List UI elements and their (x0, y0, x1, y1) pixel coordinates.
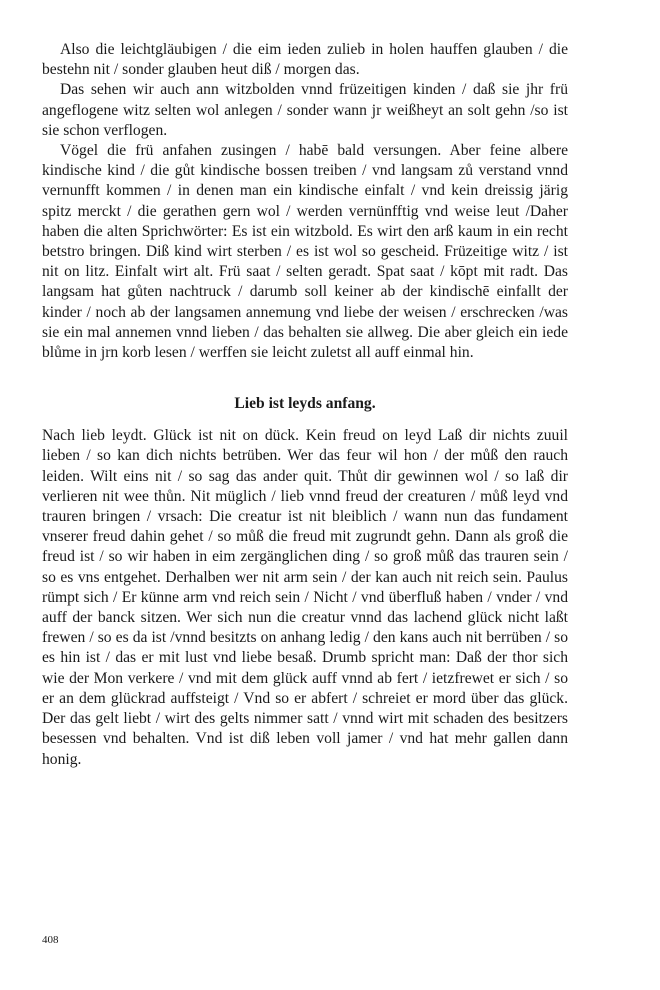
paragraph-witzbolden: Das sehen wir auch ann witzbolden vnnd früzeitigen kinden / daß sie jhr frü angeflogene witz selten wol anlegen / sonder wann jr weißheyt an solt gehn /so ist sie schon verflogen. (42, 81, 568, 139)
paragraph-lieb-leyd: Nach lieb leydt. Glück ist nit on dück. Kein freud on leyd Laß dir nichts zuuil lieben / so kan dich nichts betrüben. Wer das feur wil hon / der můß den rauch leiden. Wilt eins nit / so sag das ander quit. Thůt dir gewinnen wol / so laß dir verlieren nit wee thůn. Nit müglich / lieb vnnd freud der creaturen / můß leyd vnd trauren bringen / vrsach: Die creatur ist nit bleiblich / wann nun das fundament vnserer freud dahin gehet / so můß die freud mit zugrundt gehn. Dann als groß die freud ist / so wir haben in eim zergänglichen ding / so groß můß das trauren sein / so es vns entgehet. Derhalben wer nit arm sein / der kan auch nit reich sein. Paulus rümpt sich / Er künne arm vnd reich sein / Nicht / vnd überfluß haben / vnder / vnd auff der banck sitzen. Wer sich nun die creatur vnnd das lachend glück nicht laßt frewen / so es da ist /vnnd besitzts on anhang ledig / den kans auch nit berrüben / so es hin ist / das er mit lust vnd liebe besaß. Drumb spricht man: Daß der thor sich wie der Mon verkere / vnd mit dem glück auff vnnd ab fert / ietzfrewet er sich / so er an dem glückrad auffsteigt / Vnd so er abfert / schreiet er mord über das glück. Der das gelt liebt / wirt des gelts nimmer satt / vnnd wirt mit schaden des besitzers besessen vnd behalten. Vnd ist diß leben voll jamer / vnd hat mehr gallen dann honig. (42, 427, 568, 768)
paragraph-voegel: Vögel die frü anfahen zusingen / habē bald versungen. Aber feine albere kindische kind / die gůt kindische bossen treiben / vnd langsam zů verstand vnnd vernunfft kommen / in denen man ein kindische einfalt / vnd kein dreissig järig spitz merckt / die gerathen gern wol / werden vernünfftig vnd weise leut /Daher haben die alten Sprichwörter: Es ist ein witzbold. Es wirt den arß kaum in ein recht betstro bringen. Diß kind wirt sterben / es ist wol so gescheid. Früzeitige witz / ist nit on litz. Einfalt wirt alt. Frü saat / selten geradt. Spat saat / kōpt mit radt. Das langsam hat gůten nachtruck / darumb soll keiner ab der kindischē einfallt der kinder / noch ab der langsamen annemung vnd liebe der weisen / erschrecken /was sie ein mal annemen vnnd lieben / das behalten sie allweg. Die aber gleich ein iede blůme in jrn korb lesen / werffen sie leicht zuletst all auff einmal hin. (42, 142, 568, 362)
section-heading: Lieb ist leyds anfang. (234, 395, 376, 413)
page-number: 408 (42, 934, 59, 946)
page-body (42, 40, 568, 770)
paragraph-leichtglaeubigen: Also die leichtgläubigen / die eim ieden zulieb in holen hauffen glauben / die bestehn nit / sonder glauben heut diß / morgen das. (42, 41, 568, 79)
